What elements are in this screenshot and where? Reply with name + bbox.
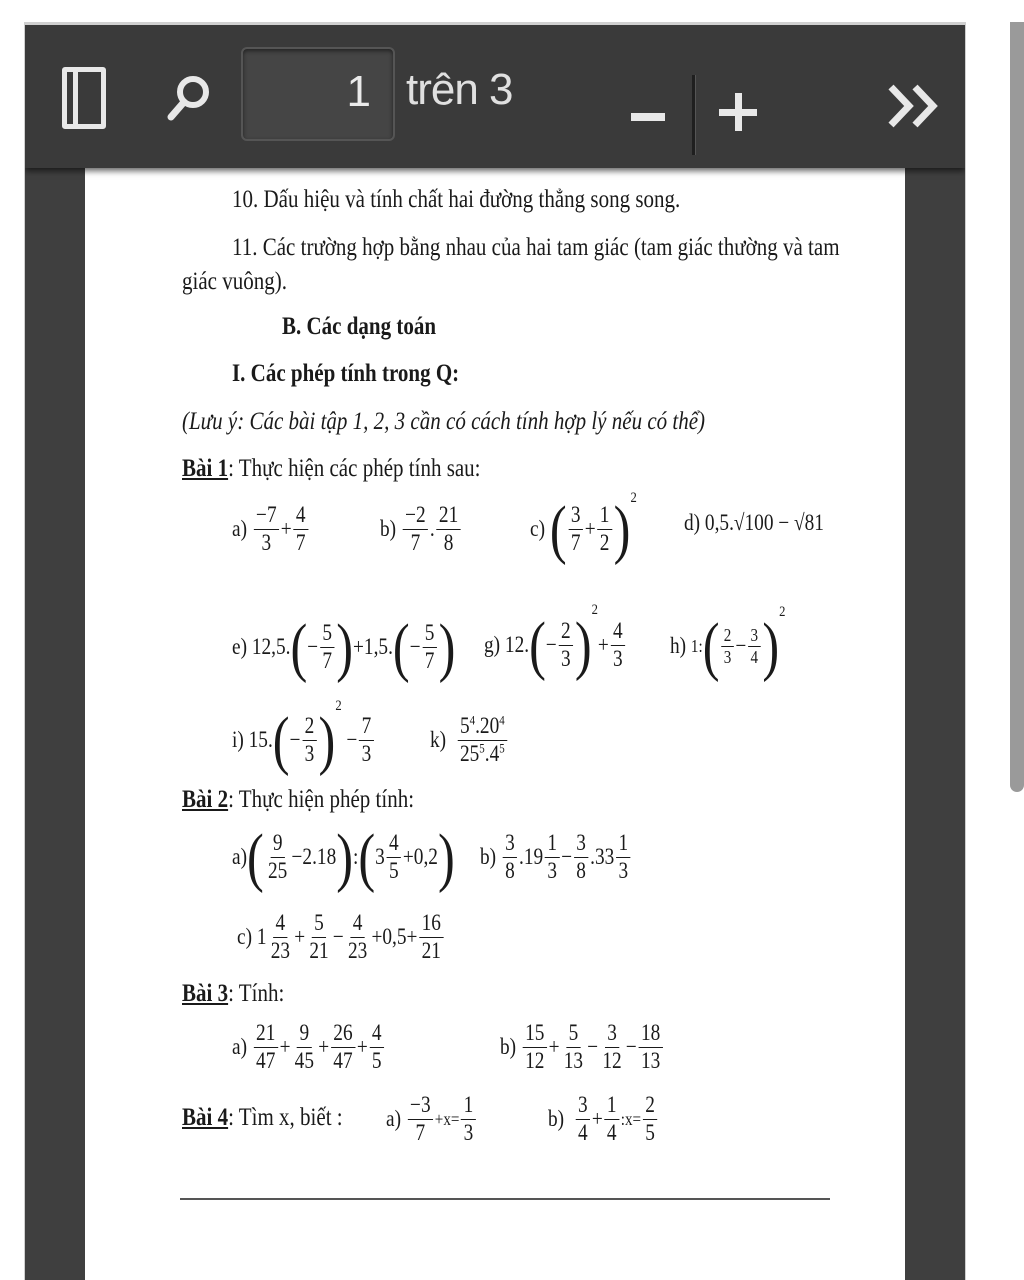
more-chevron-icon[interactable] <box>885 81 945 131</box>
formula-4a: a) −3 7 +x= $\frac{1}{3}$ <box>386 1090 477 1148</box>
formula-1h: h) 1: ( 2 3 − 3 4 ) 2 <box>670 604 786 683</box>
note-text: (Lưu ý: Các bài tập 1, 2, 3 cần có cách tính hợp lý nếu có thể) <box>182 408 706 435</box>
page-number-input[interactable]: 1 <box>241 47 395 141</box>
list-item-11-cont: giác vuông). <box>182 268 287 295</box>
list-item-11: 11. Các trường hợp bằng nhau của hai tam giác (tam giác thường và tam <box>232 234 840 261</box>
page-count-label: trên 3 <box>406 65 513 114</box>
formula-1b: b) −2 7 . 21 8 <box>380 500 462 558</box>
zoom-in-icon[interactable] <box>719 93 757 131</box>
formula-2b: b) 3 8 .19 1 3 − 3 8 .33 1 3 <box>480 822 632 892</box>
exercise-1-heading: Bài 1: Thực hiện các phép tính sau: <box>182 455 481 482</box>
formula-2c: c) 1 4 23 + 5 21 − 4 23 +0,5+ 16 21 <box>237 902 445 972</box>
formula-2a: a) ( 9 25 −2.18 ) : ( 3 4 5 +0,2 ) <box>232 820 455 894</box>
formula-1k: k) $5^4.20^4$ $25^5.4^5$ <box>430 704 509 776</box>
formula-4b: b) 3 4 + 1 4 :x= $\frac{2}{5}$ <box>548 1090 659 1148</box>
formula-3b: b) 15 12 + 5 13 − 3 12 − 18 13 <box>500 1012 665 1082</box>
formula-1g: g) 12. ( − 2 3 ) 2 + 4 3 <box>484 608 627 682</box>
scrollbar[interactable] <box>1010 22 1024 1280</box>
toolbar-divider <box>692 75 695 155</box>
sidebar-toggle-icon[interactable] <box>62 67 106 129</box>
formula-1i: i) 15. ( − 2 3 ) 2 − 7 3 <box>232 704 375 776</box>
formula-1e: e) 12,5. ( − 5 7 ) +1,5. ( − 5 7 ) <box>232 610 456 684</box>
exercise-2-heading: Bài 2: Thực hiện phép tính: <box>182 786 415 813</box>
list-item-10: 10. Dấu hiệu và tính chất hai đường thẳng song song. <box>232 186 681 213</box>
section-heading-i: I. Các phép tính trong Q: <box>232 360 460 387</box>
formula-1c: c) ( 3 7 + 1 2 ) 2 <box>530 490 637 566</box>
exercise-3-heading: Bài 3: Tính: <box>182 980 285 1007</box>
exercise-4-heading: Bài 4: Tìm x, biết : <box>182 1104 343 1131</box>
section-heading-b: B. Các dạng toán <box>282 313 437 340</box>
formula-1a: a) −7 3 + 4 7 <box>232 500 310 558</box>
formula-3a: a) 21 47 + 9 45 + 26 47 + 4 5 <box>232 1012 386 1082</box>
page-divider <box>180 1198 830 1200</box>
formula-1d: d) 0,5.√100 − √81 <box>684 510 824 535</box>
toolbar <box>25 25 965 168</box>
zoom-out-icon[interactable] <box>631 113 665 121</box>
scrollbar-thumb[interactable] <box>1010 22 1024 792</box>
search-icon[interactable] <box>163 73 213 123</box>
